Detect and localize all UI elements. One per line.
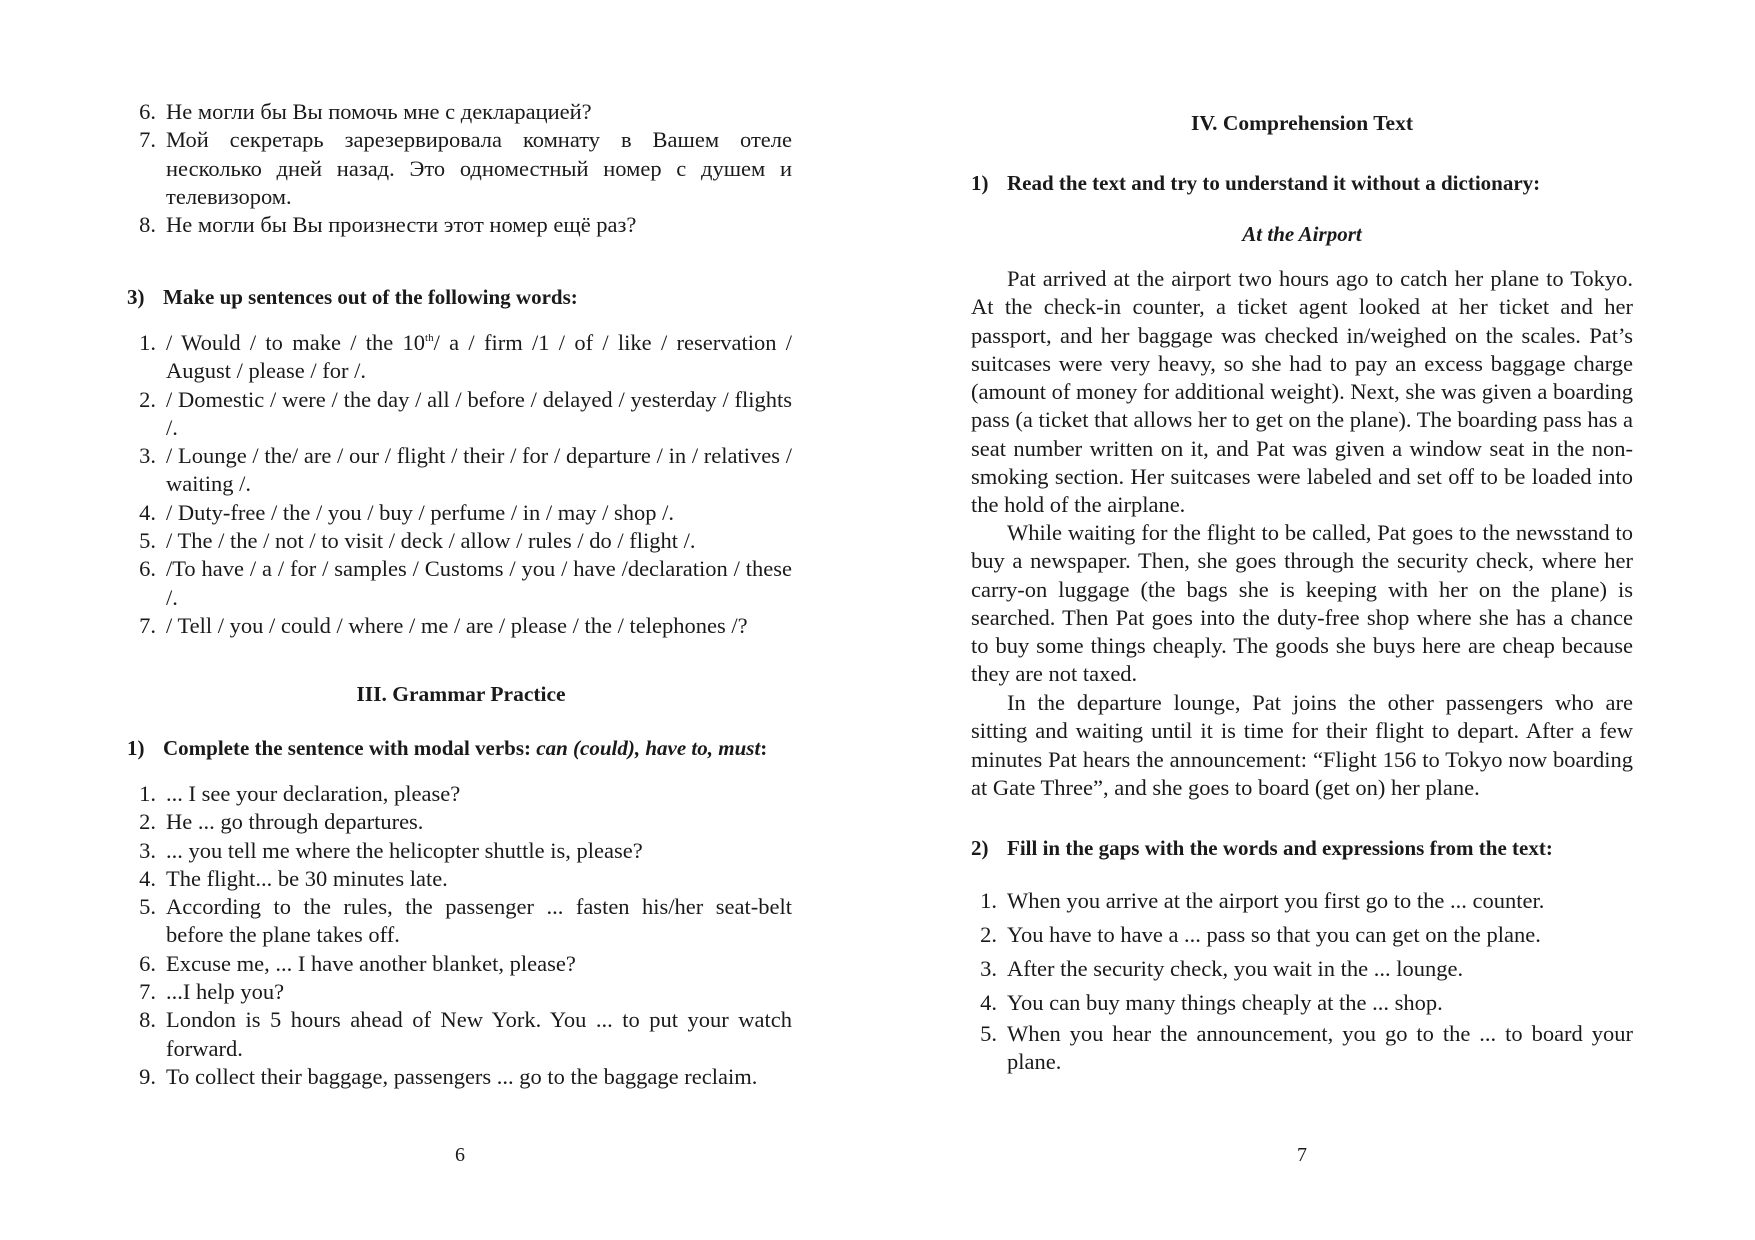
list-item: 7. Мой секретарь зарезервировала комнату в Вашем отеле несколько дней назад. Это одноместный номер с душем и телевизором. <box>139 127 792 209</box>
modal-verbs-list <box>130 780 792 1091</box>
section-title: III. Grammar Practice <box>356 682 566 706</box>
word-order-list <box>130 329 792 640</box>
list-item: 3. After the security check, you wait in the ... lounge. <box>980 956 1464 981</box>
list-item: 8. Не могли бы Вы произнести этот номер ещё раз? <box>139 212 637 238</box>
list-item: 5. According to the rules, the passenger ... fasten his/her seat-belt before the plane takes off. <box>139 894 792 948</box>
list-item: 1. / Would / to make / the 10th/ a / firm /1 / of / like / reservation / August / please / for /. <box>139 330 792 384</box>
story-paragraph: Pat arrived at the airport two hours ago to catch her plane to Tokyo. At the check-in counter, a ticket agent looked at her ticket and her passport, and her baggage was checked in/weighed on the scales. Pat’s suitcases were very heavy, so she had to pay an excess baggage charge (amount of money for additional weight). Next, she was given a boarding pass (a ticket that allows her to get on the plane). The boarding pass has a seat number written on it, and Pat was given a window seat in the non-smoking section. Her suitcases were labeled and set off to be loaded into the hold of the airplane. <box>971 266 1633 518</box>
page-number: 6 <box>455 1144 465 1166</box>
list-item: 4. / Duty-free / the / you / buy / perfume / in / may / shop /. <box>139 499 675 525</box>
page-number: 7 <box>1297 1144 1307 1166</box>
list-item: 5. When you hear the announcement, you go to the ... to board your plane. <box>980 1021 1633 1074</box>
list-item: 2. You have to have a ... pass so that you can get on the plane. <box>980 922 1541 947</box>
list-item: 2. / Domestic / were / the day / all / before / delayed / yesterday / flights /. <box>139 386 792 440</box>
list-item: 2. He ... go through departures. <box>139 809 424 835</box>
story-title: At the Airport <box>1242 222 1362 246</box>
list-item: 1. When you arrive at the airport you first go to the ... counter. <box>980 888 1545 913</box>
list-item: 3. ... you tell me where the helicopter shuttle is, please? <box>139 837 643 863</box>
list-item: 6. /To have / a / for / samples / Customs / you / have /declaration / these /. <box>139 556 792 610</box>
list-item: 5. / The / the / not / to visit / deck / allow / rules / do / flight /. <box>139 528 696 554</box>
exercise-heading: 1) Complete the sentence with modal verbs: can (could), have to, must: <box>127 736 768 760</box>
list-item: 8. London is 5 hours ahead of New York. You ... to put your watch forward. <box>139 1007 792 1061</box>
exercise-heading: 1) Read the text and try to understand it without a dictionary: <box>971 171 1541 195</box>
list-item: 4. The flight... be 30 minutes late. <box>139 865 448 891</box>
story-paragraph: While waiting for the flight to be called, Pat goes to the newsstand to buy a newspaper. Then, she goes through the security check, where her carry-on luggage (the bags she is keeping with her on the plane) is searched. Then Pat goes into the duty-free shop where she has a chance to buy some things cheaply. The goods she buys here are cheap because they are not taxed. <box>971 520 1633 687</box>
list-item: 1. ... I see your declaration, please? <box>139 781 461 806</box>
right-page <box>877 0 1755 1240</box>
list-item: 3. / Lounge / the/ are / our / flight / their / for / departure / in / relatives / waiting /. <box>139 443 792 497</box>
exercise-heading: 3) Make up sentences out of the following words: <box>127 285 578 309</box>
fill-gaps-list <box>971 884 1633 1076</box>
list-item: 9. To collect their baggage, passengers ... go to the baggage reclaim. <box>139 1063 758 1089</box>
story-paragraph: In the departure lounge, Pat joins the other passengers who are sitting and waiting until it is time for their flight to depart. After a few minutes Pat hears the announcement: “Flight 156 to Tokyo now boarding at Gate Three”, and she goes to board (get on) her plane. <box>971 690 1633 800</box>
list-item: 7. ...I help you? <box>139 979 285 1005</box>
left-page <box>0 0 877 1240</box>
section-title: IV. Comprehension Text <box>1190 111 1414 135</box>
exercise-heading: 2) Fill in the gaps with the words and expressions from the text: <box>971 836 1553 860</box>
list-item: 6. Excuse me, ... I have another blanket, please? <box>139 950 576 976</box>
list-item: 7. / Tell / you / could / where / me / are / please / the / telephones /? <box>139 612 748 638</box>
russian-sentences-list <box>130 98 792 239</box>
list-item: 4. You can buy many things cheaply at the ... shop. <box>980 990 1443 1015</box>
list-item: 6. Не могли бы Вы помочь мне с декларацией? <box>139 99 592 124</box>
